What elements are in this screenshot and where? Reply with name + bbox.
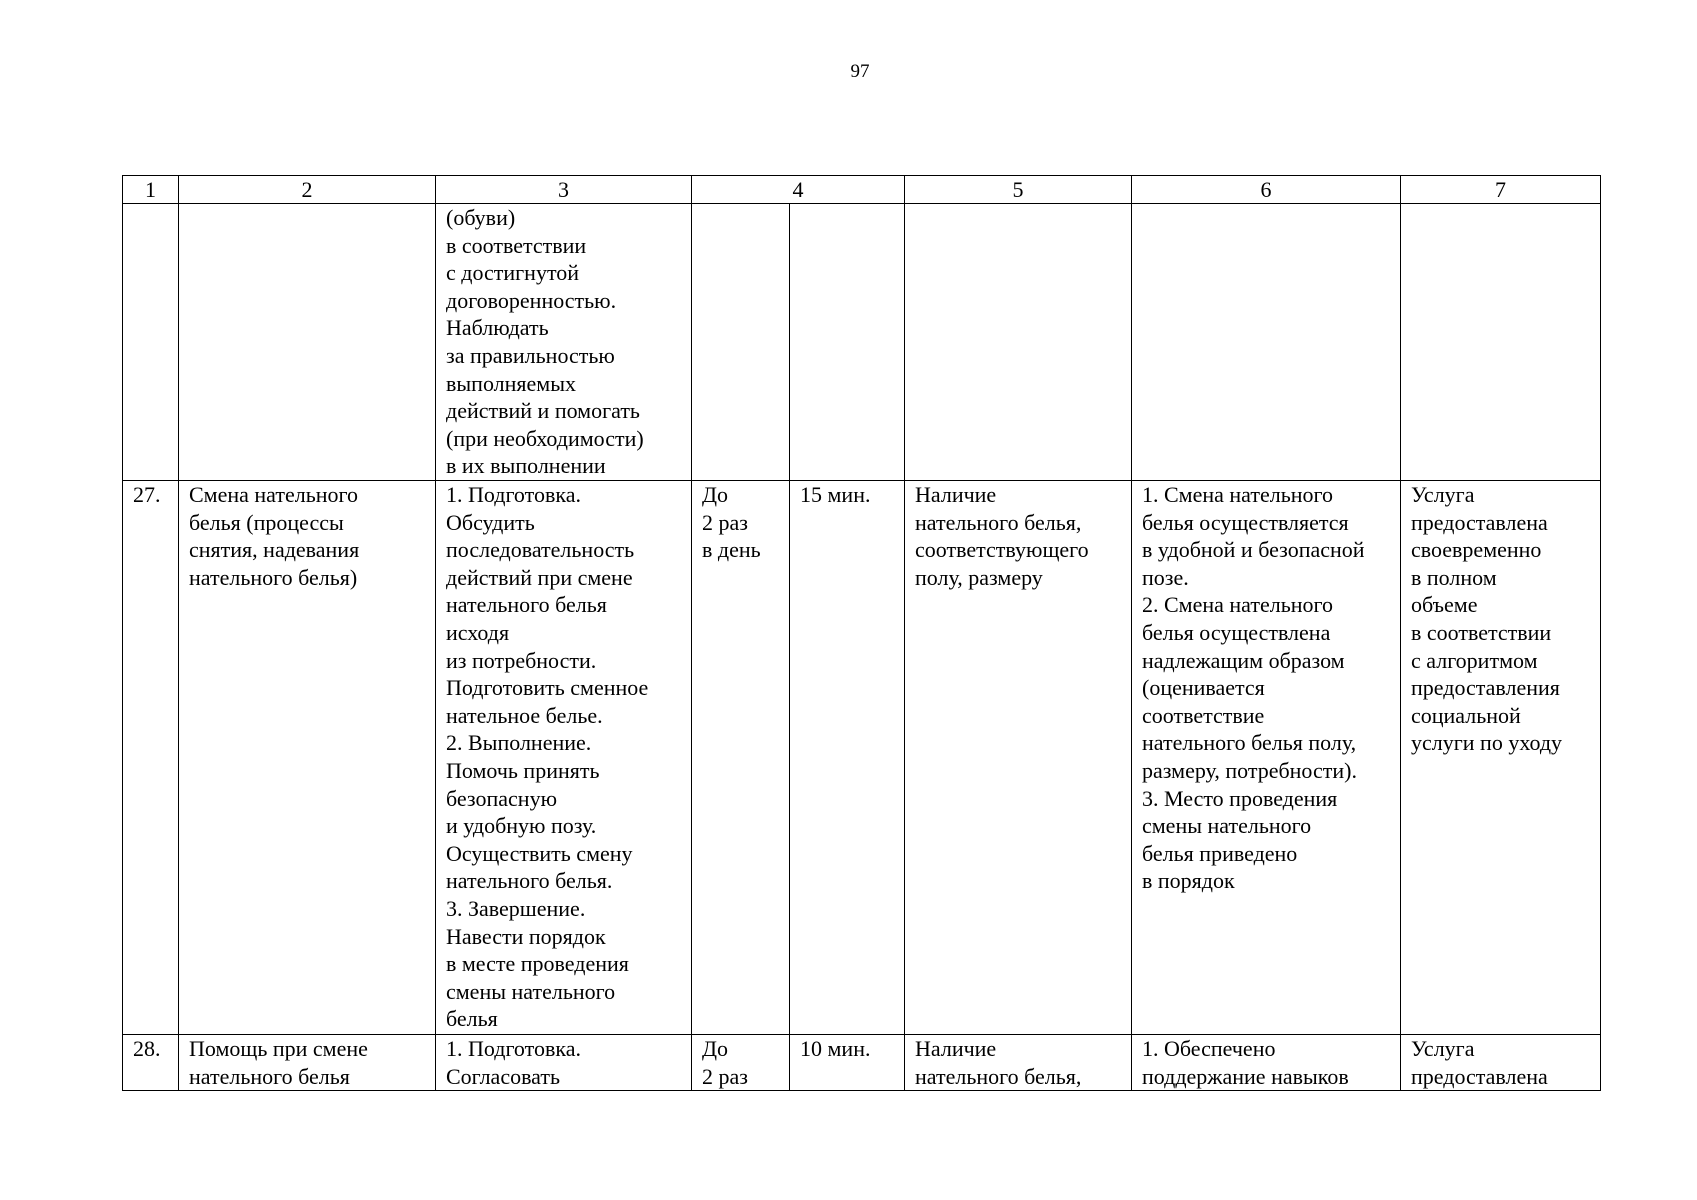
cell-text-line: в месте проведения — [446, 951, 629, 977]
cell-text-line: Подготовить сменное — [446, 675, 649, 701]
frequency-cell — [692, 204, 790, 481]
frequency-cell — [692, 1035, 790, 1091]
table-header-row — [123, 176, 1601, 204]
conditions-cell — [905, 481, 1132, 1035]
quality-indicators-cell — [1132, 204, 1401, 481]
cell-text-line: 10 мин. — [800, 1036, 871, 1061]
cell-text-line: 2 раз — [702, 509, 748, 535]
cell-text-line: Наличие — [915, 482, 997, 507]
page-number: 97 — [850, 61, 870, 82]
cell-text-line: Помощь при смене — [189, 1036, 368, 1061]
cell-text-line: Навести порядок — [446, 923, 606, 949]
quality-indicators-cell — [1132, 481, 1401, 1035]
header-cell-col1: 1 — [123, 176, 179, 204]
cell-text-line: нательное белье. — [446, 702, 603, 728]
cell-text-line: в порядок — [1142, 868, 1235, 894]
row-number-cell — [123, 204, 179, 481]
cell-text-line: в соответствии — [1411, 619, 1552, 645]
cell-text-line: с алгоритмом — [1411, 647, 1538, 673]
cell-text-line: действий при смене — [446, 564, 633, 590]
cell-text-line: Услуга — [1411, 1036, 1475, 1061]
cell-text-line: Согласовать — [446, 1063, 561, 1089]
cell-text-line: смены нательного — [446, 978, 616, 1004]
cell-text-line: услуги по уходу — [1411, 730, 1563, 756]
services-table — [122, 175, 1601, 1091]
cell-text-line: действий и помогать — [446, 398, 640, 424]
service-name-cell — [179, 1035, 436, 1091]
service-content-cell — [436, 1035, 692, 1091]
cell-text-line: нательного белья. — [446, 868, 613, 894]
cell-text-line: объеме — [1411, 592, 1478, 618]
cell-text-line: договоренностью. — [446, 287, 617, 313]
cell-text-line: в соответствии — [446, 232, 587, 258]
cell-text-line: нательного белья — [446, 592, 607, 618]
cell-text-line: соответствующего — [915, 537, 1089, 563]
cell-text-line: 1. Подготовка. — [446, 1036, 581, 1061]
cell-text-line: Услуга — [1411, 482, 1475, 507]
assessment-cell — [1401, 481, 1601, 1035]
frequency-cell — [692, 481, 790, 1035]
table-row — [123, 204, 1601, 481]
cell-text-line: поддержание навыков — [1142, 1063, 1349, 1089]
cell-text-line: 1. Смена нательного — [1142, 482, 1334, 507]
cell-text-line: 15 мин. — [800, 482, 871, 507]
cell-text-line: социальной — [1411, 702, 1521, 728]
cell-text-line: 2. Выполнение. — [446, 730, 592, 756]
cell-text-line: нательного белья, — [915, 1063, 1082, 1089]
cell-text-line: 3. Завершение. — [446, 895, 586, 921]
header-cell-col7: 7 — [1401, 176, 1601, 204]
cell-text-line: белья осуществляется — [1142, 509, 1349, 535]
cell-text-line: Помочь принять — [446, 757, 600, 783]
table-row — [123, 1035, 1601, 1091]
cell-text-line: нательного белья) — [189, 564, 358, 590]
cell-text-line: предоставлена — [1411, 509, 1548, 535]
cell-text-line: в день — [702, 537, 761, 563]
header-cell-col3: 3 — [436, 176, 692, 204]
assessment-cell — [1401, 204, 1601, 481]
row-number-cell: 27. — [123, 481, 179, 1035]
cell-text-line: предоставления — [1411, 675, 1560, 701]
cell-text-line: белья (процессы — [189, 509, 344, 535]
cell-text-line: Наличие — [915, 1036, 997, 1061]
cell-text-line: исходя — [446, 619, 510, 645]
cell-text-line: 2. Смена нательного — [1142, 592, 1334, 618]
cell-text-line: До — [702, 1036, 729, 1061]
service-name-cell — [179, 204, 436, 481]
cell-text-line: соответствие — [1142, 702, 1265, 728]
quality-indicators-cell — [1132, 1035, 1401, 1091]
cell-text-line: Осуществить смену — [446, 840, 633, 866]
cell-text-line: за правильностью — [446, 342, 615, 368]
cell-text-line: нательного белья — [189, 1063, 350, 1089]
duration-cell — [790, 481, 905, 1035]
service-content-cell — [436, 204, 692, 481]
conditions-cell — [905, 1035, 1132, 1091]
cell-text-line: (оценивается — [1142, 675, 1265, 701]
header-cell-col6: 6 — [1132, 176, 1401, 204]
cell-text-line: в удобной и безопасной — [1142, 537, 1365, 563]
cell-text-line: Обсудить — [446, 509, 535, 535]
cell-text-line: белья осуществлена — [1142, 619, 1331, 645]
cell-text-line: До — [702, 482, 729, 507]
cell-text-line: снятия, надевания — [189, 537, 360, 563]
header-cell-col5: 5 — [905, 176, 1132, 204]
cell-text-line: Наблюдать — [446, 315, 549, 341]
cell-text-line: белья — [446, 1006, 498, 1032]
cell-text-line: смены нательного — [1142, 813, 1312, 839]
service-name-cell — [179, 481, 436, 1035]
cell-text-line: позе. — [1142, 564, 1189, 590]
cell-text-line: нательного белья полу, — [1142, 730, 1357, 756]
cell-text-line: 1. Обеспечено — [1142, 1036, 1276, 1061]
assessment-cell — [1401, 1035, 1601, 1091]
service-content-cell — [436, 481, 692, 1035]
duration-cell — [790, 204, 905, 481]
cell-text-line: с достигнутой — [446, 260, 580, 286]
cell-text-line: последовательность — [446, 537, 635, 563]
cell-text-line: в полном — [1411, 564, 1497, 590]
cell-text-line: своевременно — [1411, 537, 1542, 563]
cell-text-line: Смена нательного — [189, 482, 359, 507]
cell-text-line: 1. Подготовка. — [446, 482, 581, 507]
cell-text-line: нательного белья, — [915, 509, 1082, 535]
cell-text-line: в их выполнении — [446, 453, 606, 479]
cell-text-line: белья приведено — [1142, 840, 1298, 866]
table-row — [123, 481, 1601, 1035]
cell-text-line: предоставлена — [1411, 1063, 1548, 1089]
row-number-cell: 28. — [123, 1035, 179, 1091]
cell-text-line: выполняемых — [446, 370, 576, 396]
cell-text-line: полу, размеру — [915, 564, 1043, 590]
cell-text-line: (обуви) — [446, 205, 516, 230]
conditions-cell — [905, 204, 1132, 481]
cell-text-line: и удобную позу. — [446, 813, 597, 839]
cell-text-line: (при необходимости) — [446, 425, 644, 451]
cell-text-line: размеру, потребности). — [1142, 757, 1357, 783]
cell-text-line: из потребности. — [446, 647, 597, 673]
header-cell-col4: 4 — [692, 176, 905, 204]
duration-cell — [790, 1035, 905, 1091]
cell-text-line: 3. Место проведения — [1142, 785, 1338, 811]
cell-text-line: надлежащим образом — [1142, 647, 1345, 673]
cell-text-line: 2 раз — [702, 1063, 748, 1089]
cell-text-line: безопасную — [446, 785, 558, 811]
header-cell-col2: 2 — [179, 176, 436, 204]
